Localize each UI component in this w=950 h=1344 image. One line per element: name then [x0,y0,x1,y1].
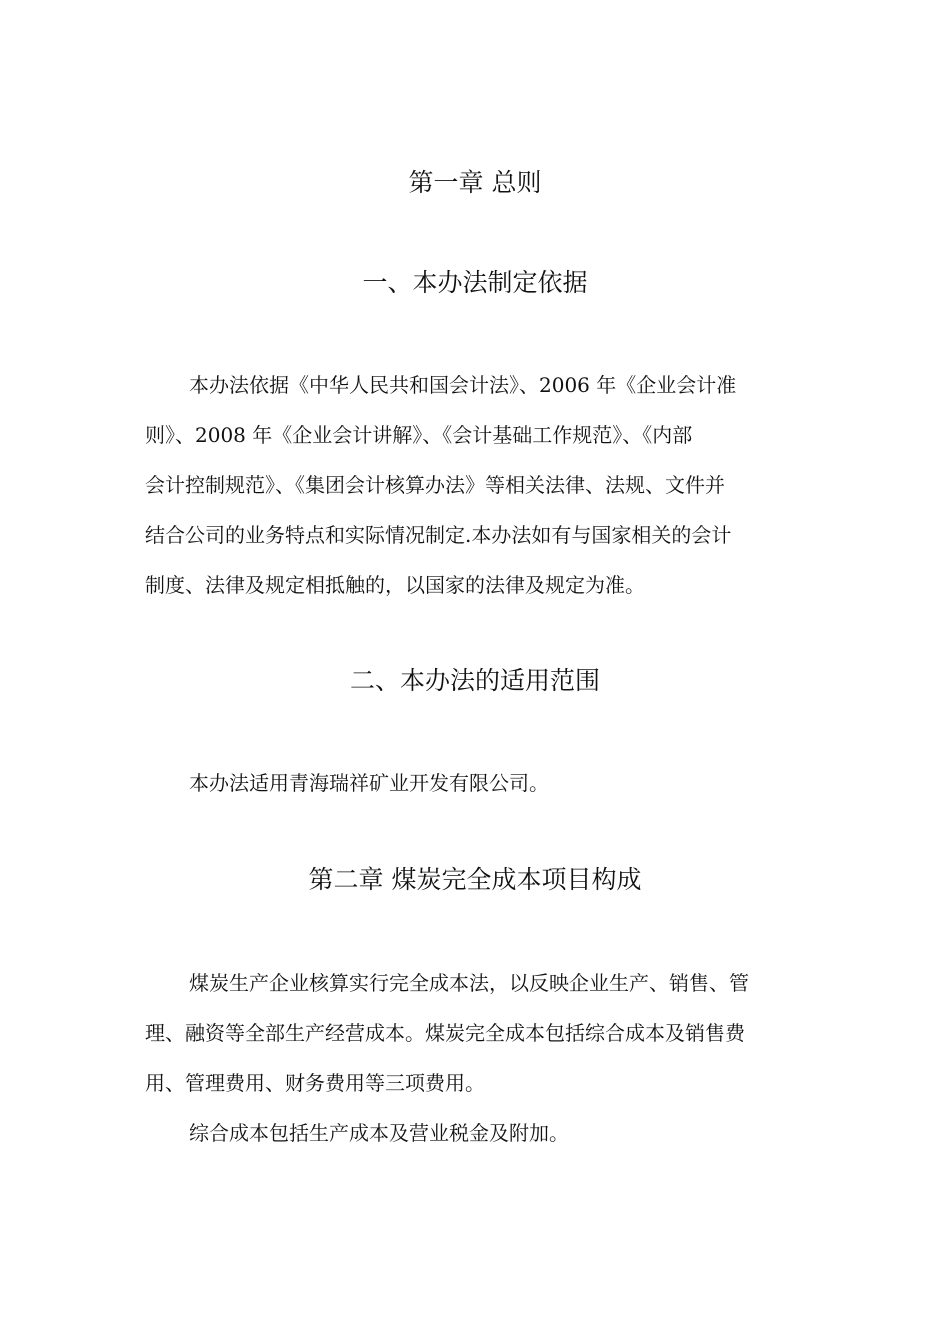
section-2-paragraph [145,758,807,808]
paragraph-line: 会计控制规范》、《集团会计核算办法》等相关法律、法规、文件并 [145,473,725,497]
paragraph-line: 结合公司的业务特点和实际情况制定.本办法如有与国家相关的会计 [145,523,732,547]
paragraph-line: 综合成本包括生产成本及营业税金及附加。 [189,1121,569,1145]
chapter-2-title: 第二章 煤炭完全成本项目构成 [308,865,642,894]
section-1-paragraph [145,360,807,610]
paragraph-line: 理、融资等全部生产经营成本。煤炭完全成本包括综合成本及销售费 [145,1021,745,1045]
paragraph-line: 则》、2008 年《企业会计讲解》、《会计基础工作规范》、《内部 [145,423,693,447]
paragraph-line: 本办法适用青海瑞祥矿业开发有限公司。 [189,771,549,795]
chapter-1-title: 第一章 总则 [408,168,542,197]
chapter-2-paragraph-2 [145,1108,807,1158]
paragraph-line: 本办法依据《中华人民共和国会计法》、2006 年《企业会计准 [189,373,737,397]
chapter-2-paragraph-1 [145,958,807,1108]
paragraph-line: 用、管理费用、财务费用等三项费用。 [145,1071,485,1095]
section-2-title: 二、本办法的适用范围 [349,666,600,695]
paragraph-line: 煤炭生产企业核算实行完全成本法，以反映企业生产、销售、管 [189,971,749,995]
section-1-title: 一、本办法制定依据 [362,268,588,297]
paragraph-line: 制度、法律及规定相抵触的，以国家的法律及规定为准。 [145,573,645,597]
